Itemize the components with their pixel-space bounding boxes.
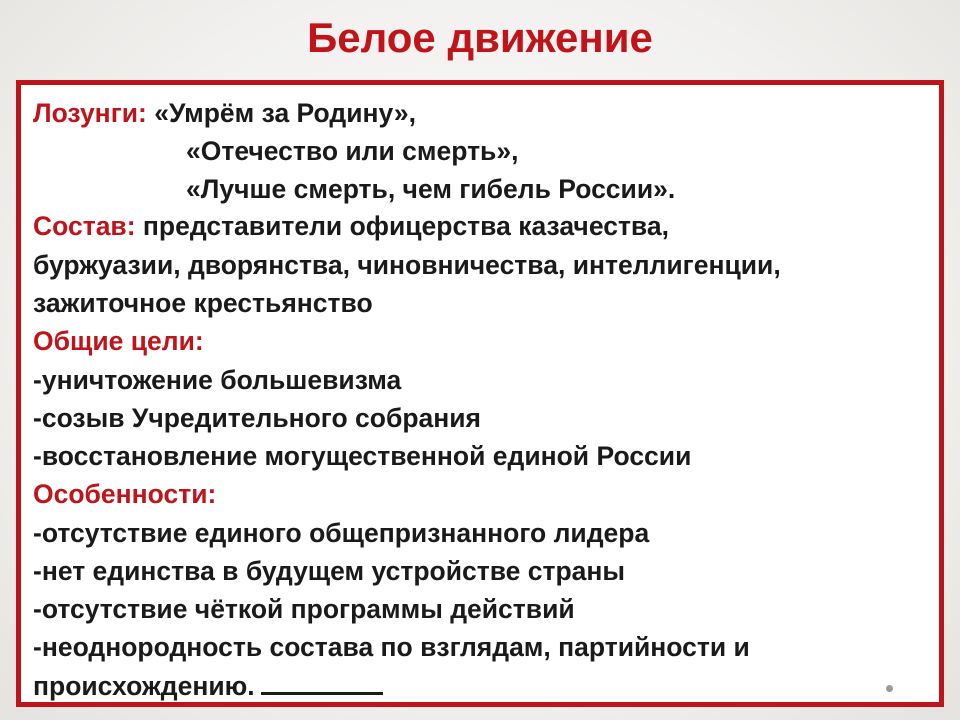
feature-item: -нет единства в будущем устройстве страны: [33, 556, 626, 586]
feature-item-last: [33, 670, 383, 702]
content-frame: [16, 80, 944, 707]
feature-item: -отсутствие единого общепризнанного лидера: [33, 518, 650, 548]
slogan-item: «Лучше смерть, чем гибель России».: [186, 174, 676, 204]
goal-item: -уничтожение большевизма: [33, 365, 402, 395]
features-label: Особенности:: [33, 479, 217, 509]
composition-label: Состав:: [33, 211, 136, 241]
feature-item: -неоднородность состава по взглядам, партийности и: [33, 632, 750, 662]
slogans-label: Лозунги:: [33, 98, 147, 128]
slide-title: Белое движение: [307, 14, 653, 61]
feature-item: -отсутствие чёткой программы действий: [33, 594, 575, 624]
slogan-item: «Умрём за Родину»,: [154, 98, 417, 128]
composition-text: представители офицерства казачества,: [142, 211, 669, 241]
goal-item: -созыв Учредительного собрания: [33, 403, 482, 433]
feature-item: происхождению.: [33, 671, 255, 701]
goal-item: -восстановление могущественной единой России: [33, 441, 692, 471]
slogan-item: «Отечество или смерть»,: [186, 136, 519, 166]
slogans-line-1: [33, 97, 416, 129]
composition-line-1: [33, 210, 669, 242]
fill-in-blank: [261, 670, 383, 695]
composition-text: буржуазии, дворянства, чиновничества, интеллигенции,: [33, 250, 781, 280]
goals-label: Общие цели:: [33, 326, 204, 356]
composition-text: зажиточное крестьянство: [33, 288, 373, 318]
slide-nav-dot[interactable]: [886, 685, 893, 692]
